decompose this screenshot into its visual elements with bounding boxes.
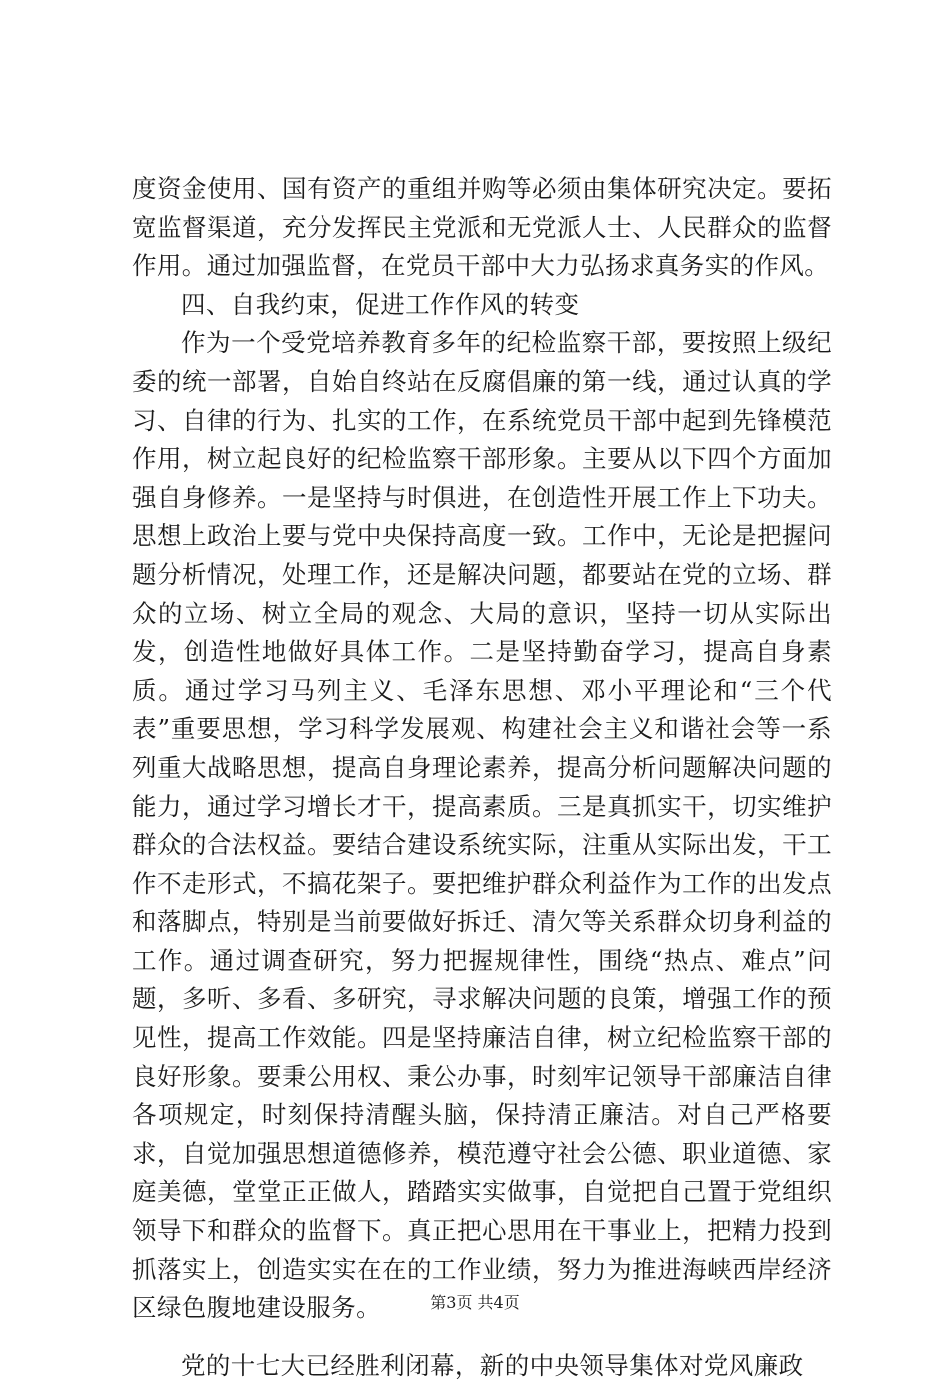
paragraph-continuation: 度资金使用、国有资产的重组并购等必须由集体研究决定。要拓宽监督渠道，充分发挥民主党派和无党派人士、人民群众的监督作用。通过加强监督，在党员干部中大力弘扬求真务实的作风。: [132, 174, 832, 281]
document-body: [132, 170, 832, 1385]
page-footer: 第3页 共4页: [430, 1293, 520, 1312]
section-heading: 四、自我约束，促进工作作风的转变: [181, 289, 580, 319]
paragraph-self-discipline: 作为一个受党培养教育多年的纪检监察干部，要按照上级纪委的统一部署，自始自终站在反腐倡廉的第一线，通过认真的学习、自律的行为、扎实的工作，在系统党员干部中起到先锋模范作用，树立起良好的纪检监察干部形象。主要从以下四个方面加强自身修养。一是坚持与时俱进，在创造性开展工作上下功夫。思想上政治上要与党中央保持高度一致。工作中，无论是把握问题分析情况，处理工作，还是解决问题，都要站在党的立场、群众的立场、树立全局的观念、大局的意识，坚持一切从实际出发，创造性地做好具体工作。二是坚持勤奋学习，提高自身素质。通过学习马列主义、毛泽东思想、邓小平理论和“三个代表”重要思想，学习科学发展观、构建社会主义和谐社会等一系列重大战略思想，提高自身理论素养，提高分析问题解决问题的能力，通过学习增长才干，提高素质。三是真抓实干，切实维护群众的合法权益。要结合建设系统实际，注重从实际出发，干工作不走形式，不搞花架子。要把维护群众利益作为工作的出发点和落脚点，特别是当前要做好拆迁、清欠等关系群众切身利益的工作。通过调查研究，努力把握规律性，围绕“热点、难点”问题，多听、多看、多研究，寻求解决问题的良策，增强工作的预见性，提高工作效能。四是坚持廉洁自律，树立纪检监察干部的良好形象。要秉公用权、秉公办事，时刻牢记领导干部廉洁自律各项规定，时刻保持清醒头脑，保持清正廉洁。对自己严格要求，自觉加强思想道德修养，模范遵守社会公德、职业道德、家庭美德，堂堂正正做人，踏踏实实做事，自觉把自己置于党组织领导下和群众的监督下。真正把心思用在干事业上，把精力投到抓落实上，创造实实在在的工作业绩，努力为推进海峡西岸经济区绿色腹地建设服务。: [132, 328, 832, 1323]
paragraph-next-section-start: 党的十七大已经胜利闭幕，新的中央领导集体对党风廉政: [181, 1350, 804, 1380]
